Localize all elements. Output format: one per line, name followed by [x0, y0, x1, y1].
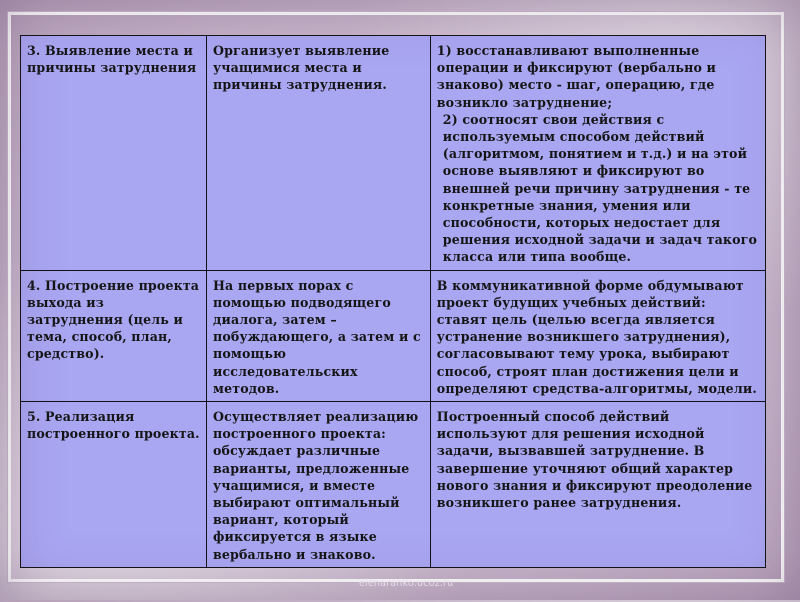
student-activity-cell: В коммуникативной форме обдумывают проект будущих учебных действий: ставят цель (целью всегда является устранение возникшего затруднения), согласовывают тему урока, выбирают способ, строят план достижения цели и определяют средства-алгоритмы, модели. [430, 270, 765, 401]
table-row [21, 270, 766, 401]
table-row [21, 402, 766, 568]
watermark-text: elenaranko.ucoz.ru [359, 578, 454, 589]
stage-cell: 5. Реализация построенного проекта. [21, 402, 207, 568]
table-row [21, 36, 766, 271]
student-activity-part: 1) восстанавливают выполненные операции и фиксируют (вербально и знаково) место - шаг, операцию, где возникло затруднение; [436, 43, 717, 110]
teacher-activity-cell: Организует выявление учащимися места и причины затруднения. [206, 36, 430, 271]
student-activity-part: 2) соотносят свои действия с используемым способом действий (алгоритмом, понятием и т.д.) и на этой основе выявляют и фиксируют во внешней речи причину затруднения - те конкретные знания, умения или способности, которых недостает для решения исходной задачи и задач такого класса или типа вообще. [442, 111, 758, 265]
lesson-stages-table [20, 35, 766, 568]
student-activity-cell: Построенный способ действий используют для решения исходной задачи, вызвавшей затруднение. В завершение уточняют общий характер нового знания и фиксируют преодоление возникшего ранее затруднения. [430, 402, 765, 568]
teacher-activity-cell: На первых порах с помощью подводящего диалога, затем – побуждающего, а затем и с помощью исследовательских методов. [206, 270, 430, 401]
student-activity-cell [430, 36, 765, 271]
stage-cell: 3. Выявление места и причины затруднения [21, 36, 207, 271]
stage-cell: 4. Построение проекта выхода из затруднения (цель и тема, способ, план, средство). [21, 270, 207, 401]
teacher-activity-cell: Осуществляет реализацию построенного проекта: обсуждает различные варианты, предложенные учащимися, и вместе выбирают оптимальный вариант, который фиксируется в языке вербально и знаково. [206, 402, 430, 568]
